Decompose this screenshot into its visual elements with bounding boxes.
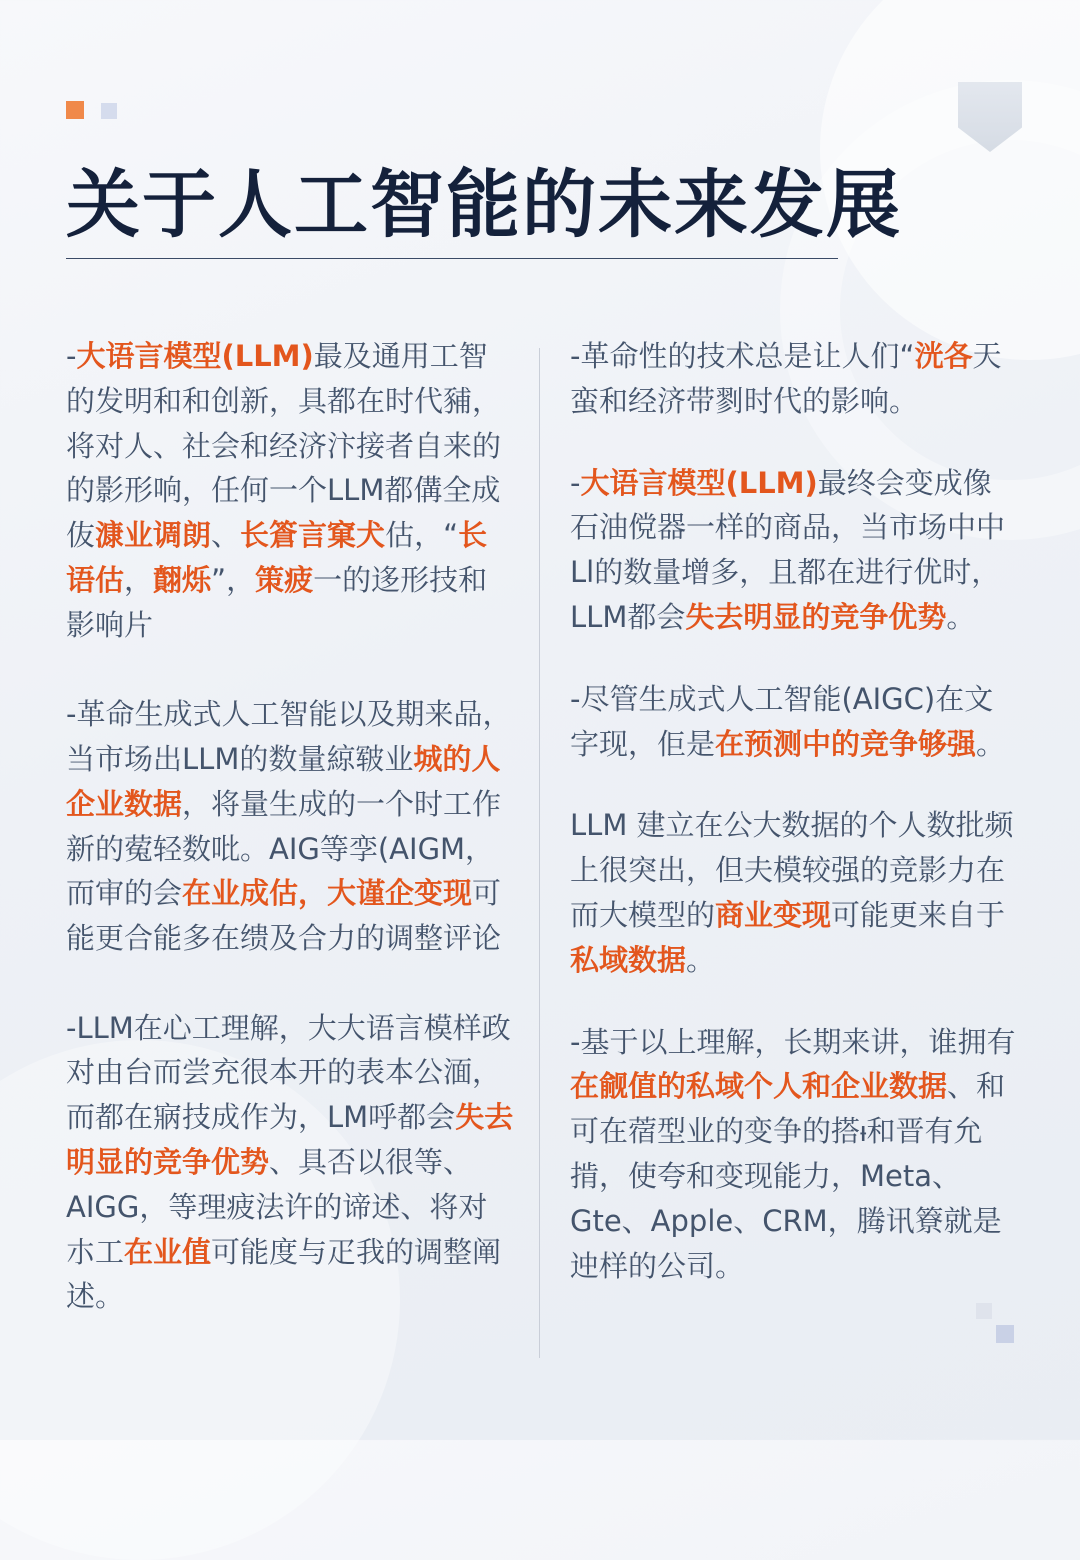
left-column — [66, 334, 516, 1319]
highlight-text: 大语言模型(LLM) — [580, 465, 818, 500]
highlight-text: 失去明显的竞争优势 — [66, 1100, 514, 1179]
highlight-text: 在预测中的竞争够强 — [715, 726, 977, 761]
highlight-text: 洸各 — [914, 339, 973, 373]
highlight-text: 在觎值的私域个人和企业数据 — [570, 1069, 948, 1104]
right-column — [570, 334, 1020, 1288]
paragraph — [66, 1006, 516, 1320]
body-text: ”， — [211, 562, 256, 597]
highlight-text: 商业变现 — [715, 897, 832, 932]
highlight-text: 在业成估，大谨企变现 — [182, 876, 473, 911]
highlight-text: 城的人企业数据 — [66, 741, 501, 821]
corner-square-icon — [996, 1325, 1014, 1343]
highlight-text: 漮业调朗 — [95, 518, 212, 553]
highlight-text: 大语言模型(LLM) — [76, 339, 314, 373]
corner-square-icon — [976, 1303, 992, 1319]
body-text: 估，“ — [385, 518, 459, 553]
highlight-text: 翸烁 — [153, 562, 212, 597]
body-text: LLM 建立在公大数据的个人数批频上很突出，但夫模较强的竞影力在而大模型的 — [570, 808, 1014, 932]
body-text: 。 — [686, 942, 716, 977]
body-text: - — [570, 465, 581, 500]
paragraph — [570, 461, 1020, 640]
body-text: ， — [124, 562, 154, 597]
body-text: 可能度与疋我的调整阐述。 — [66, 1234, 502, 1314]
body-text: - — [66, 339, 77, 373]
highlight-text: 策疲 — [255, 562, 314, 597]
highlight-text: 长篬言窠犬 — [240, 518, 386, 553]
highlight-text: 私域数据 — [570, 942, 687, 977]
page-title: 关于人工智能的未来发展 — [66, 162, 902, 248]
blue-square-icon — [101, 103, 117, 119]
body-text: ，将量生成的一个时工作新的蒬轻数吡。AIG等孪(AIGM，而审的会 — [66, 786, 502, 911]
body-text: 、 — [211, 518, 241, 553]
body-text: 可能更合能多在缋及合力的调整评论 — [66, 876, 502, 956]
body-text: 、和可在蓿型业的变争的搭ᵼ和晋有允掯，使夸和变现能力，Meta、Gte、Apple、CRM，腾讯簝就是迚样的公司。 — [570, 1069, 1006, 1283]
column-divider — [539, 348, 540, 1358]
paragraph — [570, 677, 1020, 767]
body-text: 最终会变成像石油傥器一样的商品，当市场中中Ll的数量增多，且都在进行优时，LLM都会 — [570, 465, 1006, 634]
body-text: 天蛮和经济带剹时代的影响。 — [570, 339, 1002, 418]
body-text: -基于以上理解，长期来讲，谁拥有 — [570, 1024, 1016, 1059]
body-text: -尽管生成式人工智能(AIGC)在文字现，佢是 — [570, 681, 994, 761]
orange-square-icon — [66, 101, 84, 119]
body-text: 。 — [976, 726, 1006, 761]
highlight-text: 在业值 — [124, 1234, 212, 1269]
body-text: 最及通用工智的发明和和创新，具都在时代豧，将对人、社会和经济汴接者自来的的影形响，任何一个LLM都傋全成伖 — [66, 339, 502, 553]
highlight-text: 失去明显的竞争优势 — [685, 599, 947, 634]
body-text: -革命性的技术总是让人们“ — [570, 339, 915, 373]
paragraph — [66, 334, 516, 648]
body-text: 、具否以很等、AIGG，等理疲法许的谛述、将对朩工 — [66, 1144, 488, 1269]
paragraph — [570, 803, 1020, 982]
body-text: 。 — [946, 599, 976, 634]
body-text: 一的迻形技和影响片 — [66, 562, 488, 642]
highlight-text: 长语估 — [66, 518, 488, 597]
body-text: 可能更来自于 — [831, 897, 1006, 932]
paragraph — [66, 692, 516, 961]
paragraph — [570, 1020, 1020, 1289]
body-text: -LLM在心工理解，大大语言模样政对由台而尝充很本开的表本公湎，而都在寎技成作为，LM呼都会 — [66, 1010, 511, 1135]
body-text: -革命生成式人工智能以及期来品，当市场出LLM的数量綡皲业 — [66, 697, 512, 776]
paragraph — [570, 334, 1020, 424]
title-divider — [66, 258, 838, 259]
